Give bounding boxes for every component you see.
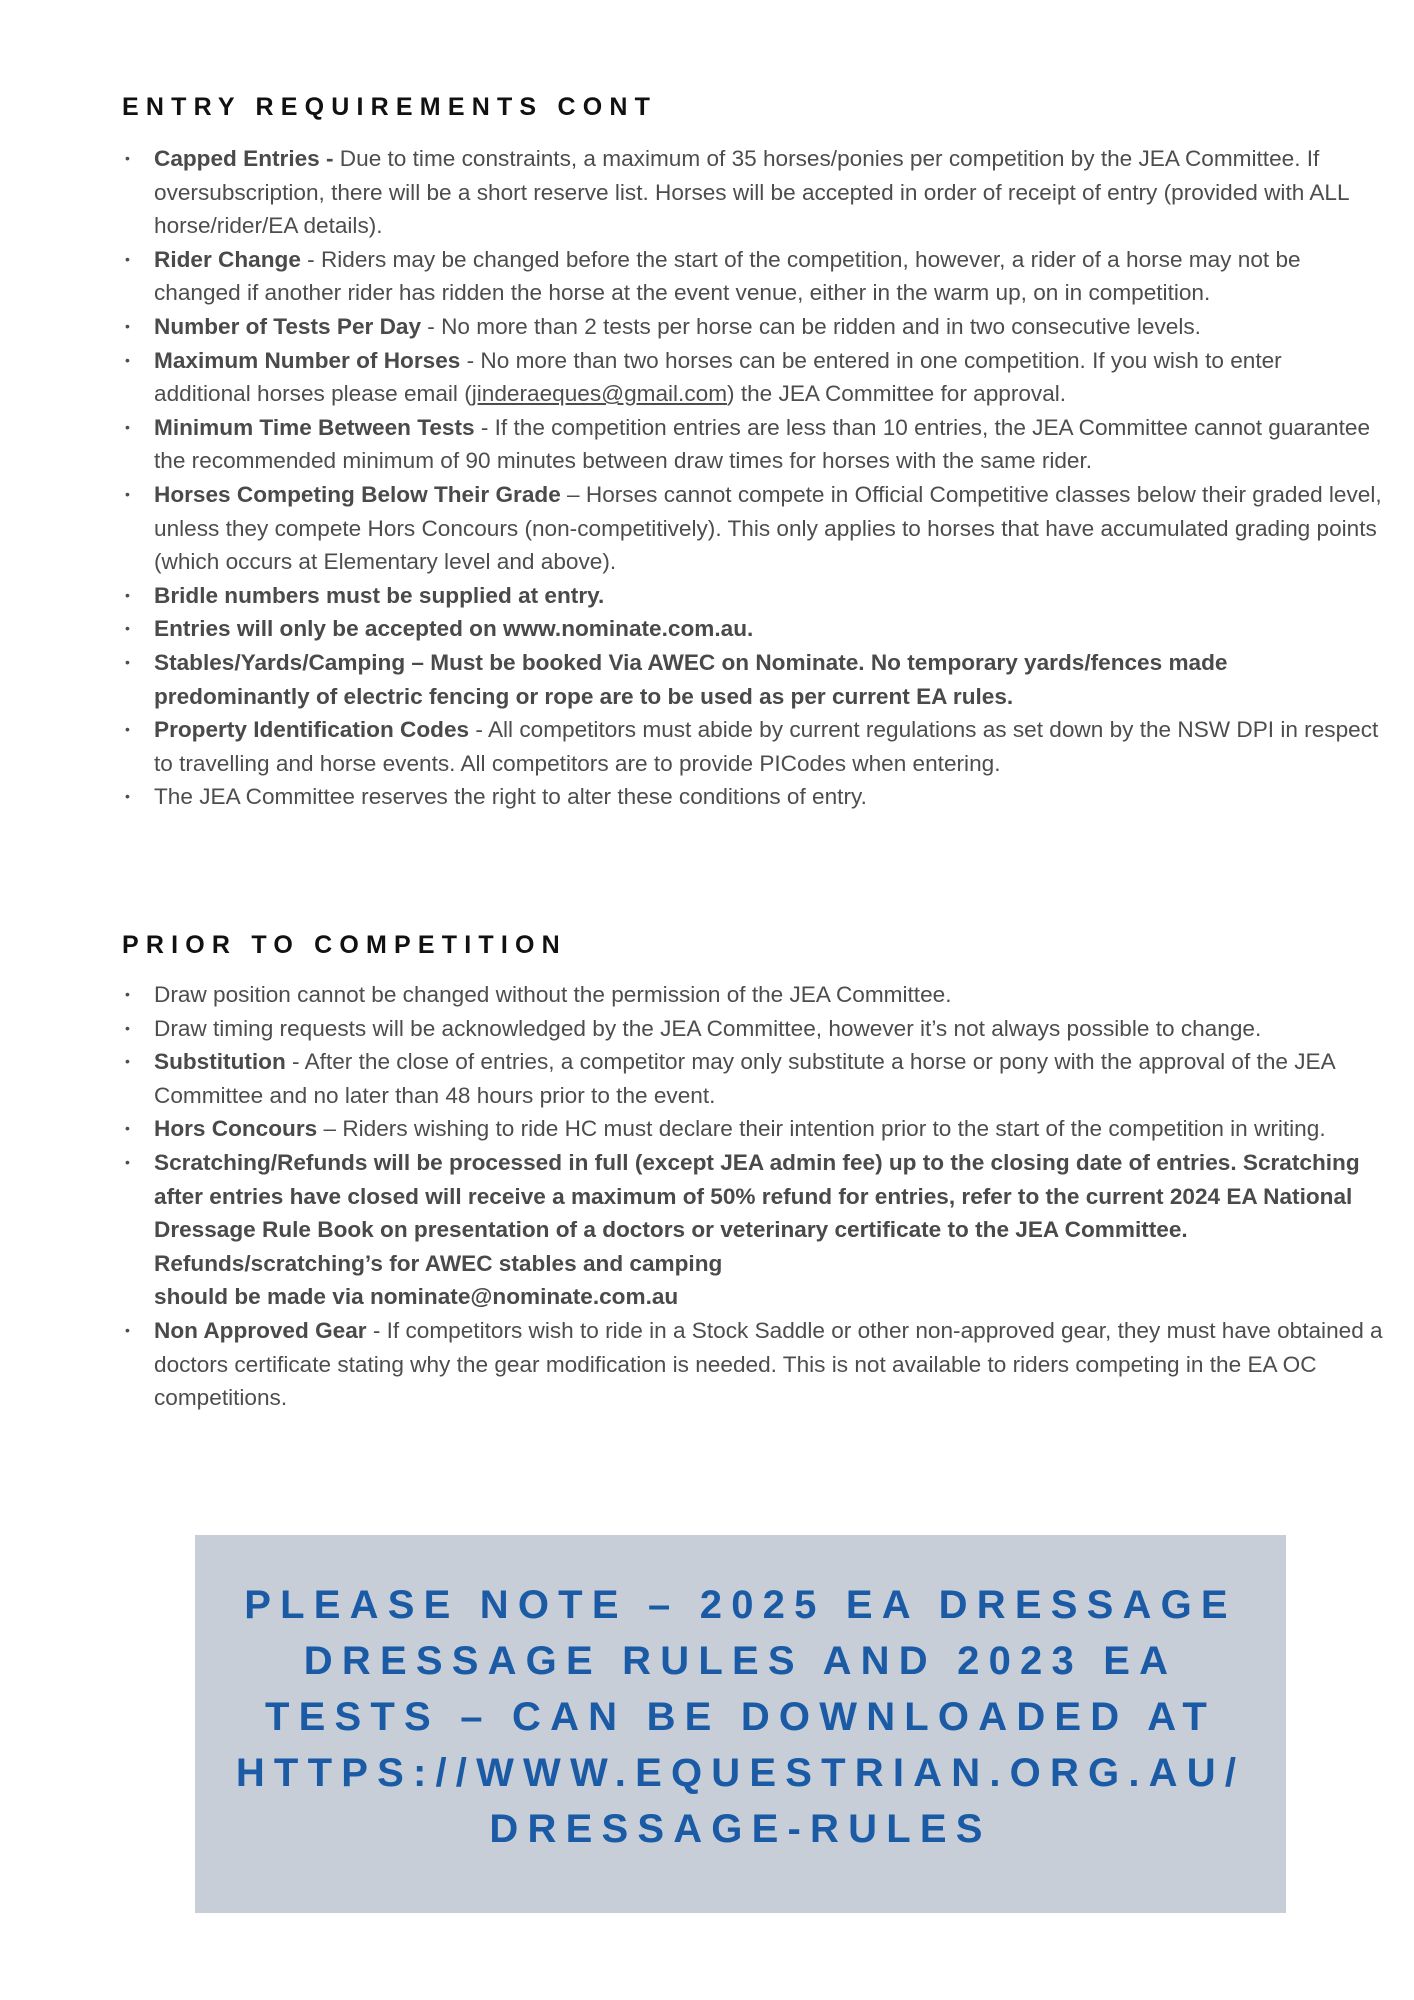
notice-line: PLEASE NOTE – 2025 EA DRESSAGE — [244, 1583, 1237, 1627]
section-heading-entry-requirements: ENTRY REQUIREMENTS CONT — [122, 93, 658, 121]
bullet-icon: • — [125, 317, 130, 334]
item-label: Maximum Number of Horses — [154, 347, 461, 373]
bullet-icon: • — [125, 986, 130, 1002]
list-item-draw-timing — [125, 1012, 1384, 1046]
item-text: - Riders may be changed before the start of the competition, however, a rider of a horse may not be changed if another rider has ridden the horse at the event venue, either in the warm up, on in competition. — [154, 246, 1301, 306]
item-text: Due to time constraints, a maximum of 35 horses/ponies per competition by the JEA Committee. If oversubscription, there will be a short reserve list. Horses will be accepted in order of receipt of entry (provided with ALL horse/rider/EA details). — [154, 146, 1349, 239]
item-label: Substitution — [154, 1049, 286, 1075]
item-text: Draw position cannot be changed without the permission of the JEA Committee. — [154, 982, 952, 1007]
notice-line: TESTS – CAN BE DOWNLOADED AT — [265, 1695, 1216, 1739]
bullet-icon: • — [125, 1019, 130, 1036]
list-item-hors-concours — [125, 1112, 1384, 1146]
item-text: Stables/Yards/Camping – Must be booked Via AWEC on Nominate. No temporary yards/fences made predominantly of electric fencing or rope are to be used as per current EA rules. — [154, 649, 1228, 709]
item-text: - No more than two horses can be entered in one competition. If you wish to enter additional horses please email ( — [154, 347, 1282, 407]
bullet-icon: • — [125, 485, 130, 502]
bullet-icon: • — [125, 653, 130, 670]
email-link[interactable]: jinderaeques@gmail.com — [471, 381, 728, 407]
item-text: Bridle numbers must be supplied at entry. — [154, 582, 605, 608]
bullet-icon: • — [125, 250, 130, 267]
bullet-icon: • — [125, 788, 130, 805]
item-text: - All competitors must abide by current regulations as set down by the NSW DPI in respect to travelling and horse events. All competitors are to provide PICodes when entering. — [154, 717, 1379, 776]
list-item-capped-entries — [125, 142, 1384, 243]
item-text: - No more than 2 tests per horse can be ridden and in two consecutive levels. — [421, 313, 1201, 339]
item-text: – Horses cannot compete in Official Competitive classes below their graded level, unless they compete Hors Concours (non-competitively). This only applies to horses that have accumulated grading points (which occurs at Elementary level and above). — [154, 481, 1382, 575]
item-label: Minimum Time Between Tests — [154, 414, 475, 440]
list-item-rider-change — [125, 243, 1384, 310]
notice-line: DRESSAGE RULES AND 2023 EA — [303, 1639, 1178, 1683]
item-label: Non Approved Gear — [154, 1317, 367, 1343]
list-item-minimum-time — [125, 411, 1384, 478]
list-item-substitution — [125, 1045, 1384, 1112]
item-label: Capped Entries - — [154, 146, 334, 171]
item-text: - After the close of entries, a competitor may only substitute a horse or pony with the approval of the JEA Committee and no later than 48 hours prior to the event. — [154, 1049, 1335, 1108]
list-item-tests-per-day — [125, 310, 1384, 344]
section-heading-prior-to-competition: PRIOR TO COMPETITION — [122, 931, 567, 959]
bullet-icon: • — [125, 351, 130, 368]
notice-url-line: HTTPS://WWW.EQUESTRIAN.ORG.AU/ — [235, 1751, 1246, 1795]
notice-text — [236, 1577, 1245, 1857]
item-text: – Riders wishing to ride HC must declare their intention prior to the start of the competition in writing. — [317, 1116, 1326, 1142]
list-item-scratching-refunds — [125, 1146, 1384, 1314]
bullet-icon: • — [125, 586, 130, 603]
entry-requirements-list — [122, 142, 1384, 814]
list-item-stables-yards-camping — [125, 646, 1384, 713]
item-label: Property Identification Codes — [154, 717, 470, 743]
list-item-entries-nominate — [125, 612, 1384, 646]
bullet-icon: • — [125, 721, 130, 738]
item-label: Hors Concours — [154, 1116, 318, 1142]
item-label: Rider Change — [154, 246, 301, 272]
item-label: Horses Competing Below Their Grade — [154, 481, 561, 507]
bullet-icon: • — [125, 1153, 130, 1170]
item-text: - If competitors wish to ride in a Stock Saddle or other non-approved gear, they must have obtained a doctors certificate stating why the gear modification is needed. This is not available to riders competing in the EA OC competitions. — [154, 1317, 1383, 1411]
prior-to-competition-list — [122, 978, 1384, 1415]
list-item-below-grade — [125, 478, 1384, 579]
item-text: - If the competition entries are less than 10 entries, the JEA Committee cannot guarantee the recommended minimum of 90 minutes between draw times for horses with the same rider. — [154, 414, 1371, 474]
item-label: Number of Tests Per Day — [154, 313, 422, 339]
list-item-non-approved-gear — [125, 1314, 1384, 1415]
bullet-icon: • — [125, 418, 130, 435]
bullet-icon: • — [125, 1321, 130, 1338]
bullet-icon: • — [125, 620, 130, 637]
item-text: ) the JEA Committee for approval. — [727, 381, 1067, 407]
list-item-bridle-numbers — [125, 579, 1384, 613]
list-item-maximum-horses — [125, 344, 1384, 411]
item-text-line2: should be made via nominate@nominate.com.au — [154, 1284, 679, 1310]
list-item-reserves-right — [125, 780, 1384, 814]
list-item-property-codes — [125, 713, 1384, 780]
item-text: Entries will only be accepted on www.nominate.com.au. — [154, 616, 754, 642]
bullet-icon: • — [125, 1120, 130, 1137]
bullet-icon: • — [125, 150, 130, 166]
notice-box — [195, 1535, 1286, 1913]
item-text: The JEA Committee reserves the right to alter these conditions of entry. — [154, 784, 867, 810]
bullet-icon: • — [125, 1053, 130, 1070]
item-text: Draw timing requests will be acknowledged by the JEA Committee, however it’s not always possible to change. — [154, 1015, 1262, 1041]
list-item-draw-position — [125, 978, 1384, 1012]
item-text: Scratching/Refunds will be processed in full (except JEA admin fee) up to the closing date of entries. Scratching after entries have closed will receive a maximum of 50% refund for entries, refer to the current 2024 EA National Dressage Rule Book on presentation of a doctors or veterinary certificate to the JEA Committee. Refunds/scratching’s for AWEC stables and camping — [154, 1149, 1360, 1276]
notice-url-line: DRESSAGE-RULES — [489, 1807, 992, 1851]
